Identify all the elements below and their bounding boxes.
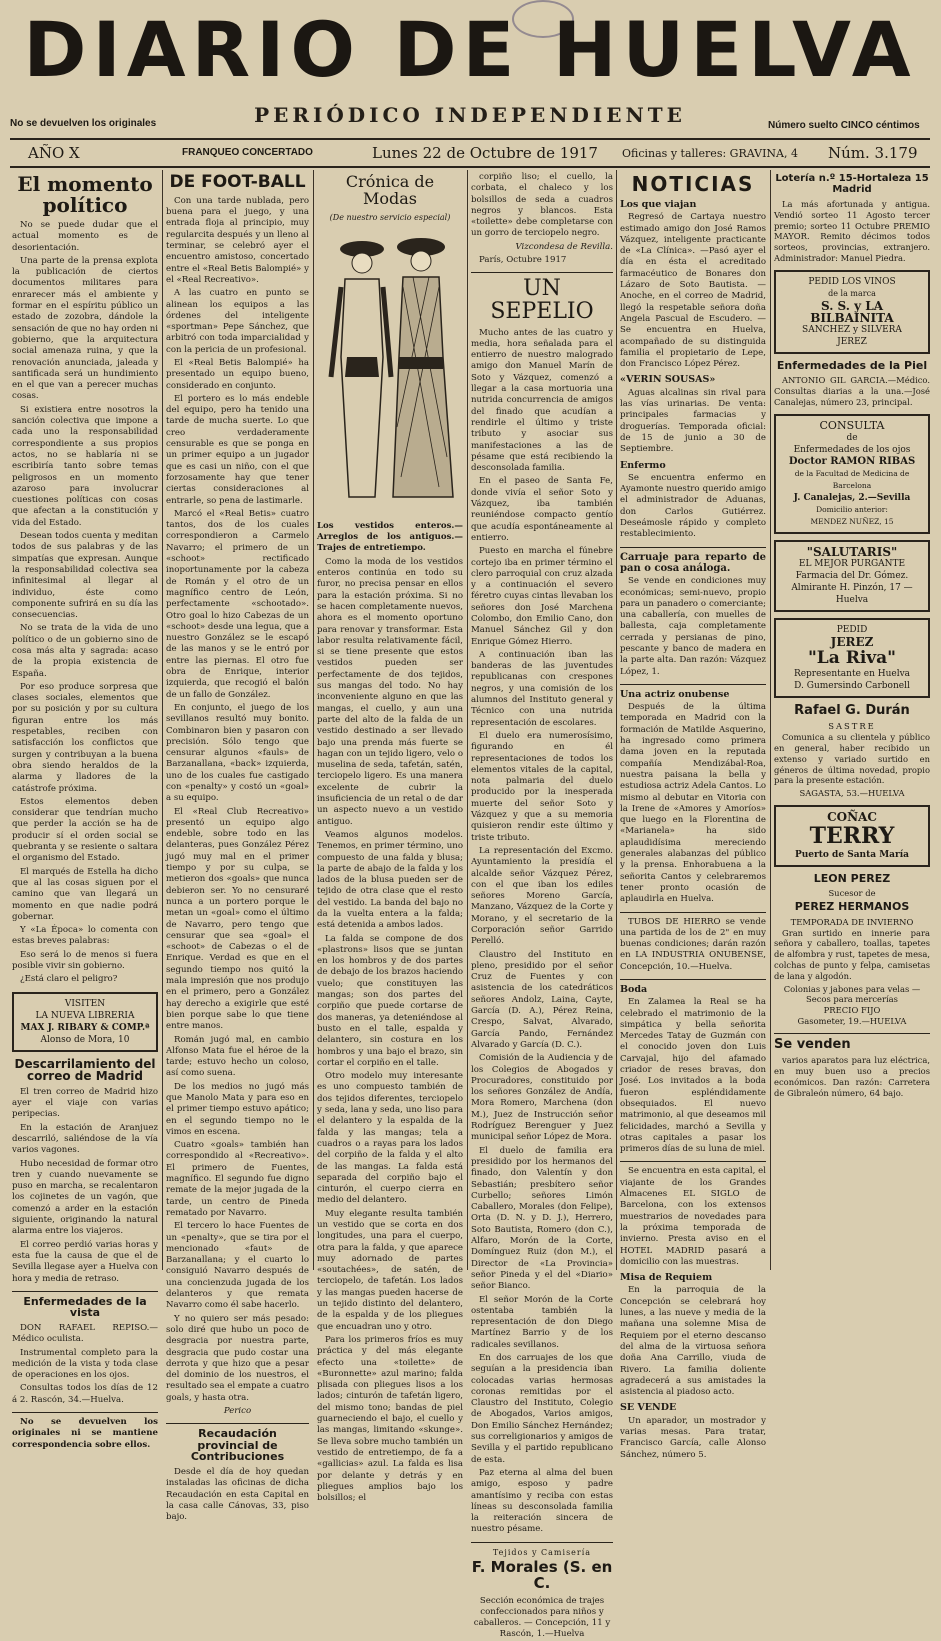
paragraph: Por eso produce sorpresa que clases sociales, elementos que por su posición y por su cultura figuran entre los más respetables, reciben con satisfacción los conflictos que surgen y contribuyan a la buena obra siendo heraldos de la alarma y lladores de la catástrofe próxima.	[12, 681, 158, 794]
ad-bookstore	[12, 992, 158, 1052]
paragraph: corpiño liso; el cuello, la corbata, el chaleco y los bolsillos de seda a cuadros negros y blancos. Esta «toilette» debe completarse con un gorro de terciopelo negro.	[471, 172, 613, 239]
paragraph: A las cuatro en punto se alinean los equipos a las órdenes del inteligente «sportman» Pepe Sánchez, que arbitró con toda imparcialidad y con la pericia de un profesional.	[166, 288, 309, 355]
originals-note: No se devuelven los originales	[10, 118, 157, 129]
paragraph: Claustro del Instituto en pleno, presidido por el señor Cruz de Fuentes y con asistencia de los catedráticos señores Andolz, Laina, Cayte, García (D. A.), Pérez Reina, Crespo, Salvat, Alvarado, García Pando, Fernández Alvarado y García (D. C.).	[471, 949, 613, 1050]
news-text: En la parroquia de la Concepción se celebrará hoy lunes, a las nueve y media de la mañana una solemne Misa de Requiem por el eterno descanso del alma de la virtuosa señora doña Ana Carrillo, viuda de Rivero. La familia doliente agradecerá a sus amistades la asistencia al piadoso acto.	[620, 1285, 766, 1398]
ad-la-riva	[774, 618, 930, 698]
fashion-byline: (De nuestro servicio especial)	[329, 212, 451, 222]
paragraph: Veamos algunos modelos. Tenemos, en primer término, uno compuesto de una falda y blusa; la parte de abajo de la falda y los lados de la blusa pueden ser de tejido de otra clase que el resto del vestido. La banda del bajo no da la vuelta entera a la falda; está detenida a ambos lados.	[317, 829, 463, 931]
top-rule	[10, 138, 930, 140]
paragraph: Como la moda de los vestidos enteros continúa en todo su furor, no precisa pensar en ellos para la estación próxima. Si no se hacen completamente nuevos, ahora es el momento oportuno para renovar y transformar. Esta labor resulta relativamente fácil, si se tiene presente que estos vestidos pueden ser perfectamente de dos tejidos, sus mangas del todo. No hay inconveniente alguno en que las mangas, el cuello, y aun una parte del alto de la falda de un vestido destinado a ser llevado bajo una prenda más fuerte se hagan con un tejido ligero, velo o muselina de seda, tafetán, satén, terciopelo ligero. Es una manera excelente de cubrir la insuficiencia de un retal o de dar un aspecto nuevo a un vestido antiguo.	[317, 556, 463, 827]
paragraph: Si existiera entre nosotros la sanción colectiva que impone a cada uno la responsabilidad correspondiente a sus propios actos, no se hablaría ni se escribiría tanto sobre temas peligrosos en un momento azaroso para involucrar cuestiones políticas con cosas que afectan a la constitución y vida del Estado.	[12, 404, 158, 528]
ad-line: PRECIO FIJO	[823, 1005, 881, 1016]
ad-text: La más afortunada y antigua. Vendió sorteo 11 Agosto tercer premio; sorteo 11 Octubre PREMIO MAYOR. Remito décimos todos sorteos, provincias, extranjero. Administrador: Manuel Piedra.	[774, 199, 930, 263]
ad-line: Farmacia del Dr. Gómez.	[795, 570, 909, 581]
ad-text: varios aparatos para luz eléctrica, en muy buen uso a precios económicos. Dan razón: Carretera de Gibraleón número, 64 bajo.	[774, 1055, 930, 1098]
ad-title-skin: Enfermedades de la Piel	[776, 358, 928, 372]
news-heading: Una actriz onubense	[620, 688, 730, 700]
column-football	[166, 172, 309, 1523]
issue-bar	[10, 142, 930, 164]
column-rule	[313, 170, 314, 1270]
news-text: Regresó de Cartaya nuestro estimado amigo don José Ramos Vázquez, inteligente practicante de «La Clínica». —Pasó ayer el día en ésta el acreditado farmacéutico de Bonares don Lázaro de Soto Bautista. —Anoche, en el correo de Madrid, llegó la respetable señora doña Angela Pascual de Escudero. —Se encuentra en Huelva, acompañado de su distinguida familia el propietario de Lepe, don Francisco López Pérez.	[620, 212, 766, 370]
ad-title-lottery: Lotería n.º 15-Hortaleza 15 Madrid	[775, 173, 929, 195]
bar-rule	[10, 166, 930, 168]
section-divider	[471, 272, 613, 273]
paragraph: Instrumental completo para la medición de la vista y toda clase de operaciones en los ojos.	[12, 1347, 158, 1381]
issue-date: Lunes 22 de Octubre de 1917	[372, 144, 598, 162]
newspaper-subtitle: PERIÓDICO INDEPENDIENTE	[254, 103, 686, 127]
section-divider	[620, 1161, 766, 1162]
ad-line: de la Facultad de Medicina de Barcelona	[794, 468, 910, 490]
paragraph: En dos carruajes de los que seguían a la presidencia iban colocadas varias hermosas coronas remitidas por el Claustro del Instituto, Colegio de Abogados, Varios amigos, Don Emilio Sánchez Hernández; sus correligionarios y amigos de Sevilla y el partido republicano de esta.	[471, 1352, 613, 1465]
two-dresses-illustration-icon	[317, 227, 463, 517]
paragraph: Estos elementos deben considerar que tendrían mucho que perder la acción se ha de producir sí el orden social se quebranta y se resiente o saltara el organismo del Estado.	[12, 796, 158, 864]
news-heading: Boda	[620, 984, 648, 995]
news-heading: Enfermo	[620, 459, 666, 471]
section-divider	[471, 1542, 613, 1543]
fashion-signature: Vizcondesa de Revilla.	[515, 241, 613, 252]
ad-salutaris	[774, 540, 930, 612]
newspaper-title: DIARIO DE HUELVA	[23, 5, 917, 94]
ad-line: Domicilio anterior:	[816, 504, 888, 514]
article-title-politics: El momento político	[17, 172, 153, 217]
ad-line: "SALUTARIS"	[806, 544, 898, 559]
paragraph: El «Real Club Recreativo» presentó un equipo algo endeble, sobre todo en las delanteras, pues González Pérez jugó muy mal en el primer tiempo y por su culpa, se metieron dos «goals» que nunca debieron ser. Yo no censuraré nunca a un portero porque le metan un «goal» como el último de Navarro, pero tengo que censurar que sea «goal» el «schoot» de Cabezas o el de Enrique. Verdad es que en el segundo tiempo nos quitó la mala impresión que nos produjo en el primero, pero a González hay derecho a exigirle que esté bien porque sabe lo que tiene entre manos.	[166, 806, 309, 1032]
paragraph: Muy elegante resulta también un vestido que se corta en dos longitudes, una para el cuerpo, otra para la falda, y que aparece muy adornado de partes «soutachées», de satén, de terciopelo, de tafetán. Los lados y las mangas pueden hacerse de un tejido distinto del delantero, de la espalda y de los pliegues que encuadran uno y otro.	[317, 1208, 463, 1332]
news-heading: «VERIN SOUSAS»	[620, 374, 716, 386]
paragraph: Paz eterna al alma del buen amigo, esposo y padre amantísimo y reciba con estas líneas su desconsolada familia la reiteración sincera de nuestro pésame.	[471, 1467, 613, 1535]
ad-title-duran: Rafael G. Durán	[794, 702, 910, 718]
news-text: Aguas alcalinas sin rival para las vías urinarias. De venta: principales farmacias y droguerías. Temporada oficial: de 15 de junio a 30 de Septiembre.	[620, 387, 766, 455]
paragraph: El correo perdió varias horas y esta fue la causa de que el de Sevilla llegase ayer a Huelva con hora y media de retraso.	[12, 1239, 158, 1284]
ad-line: Gasometer, 19.—HUELVA	[797, 1016, 907, 1026]
news-text: Se encuentra en esta capital, el viajante de los Grandes Almacenes EL SIGLO de Barcelona, con los extensos muestrarios de novedades para la próxima temporada de invierno. Presta aviso en el HOTEL MADRID pasará a domicilio con las muestras.	[620, 1166, 766, 1267]
paragraph: El duelo de familia era presidido por los hermanos del finado, don Valentín y don Sebastián; presbítero señor Curbello; señores Limón Caballero, Morales (don Felipe), Orta (D. N. y D. J.), Herrero, Soto Bautista, Romero (don C.), Alfaro, Morón de la Corte, Domínguez Ruiz (don M.), el Director de «La Provincia» señor Pineda y el del «Diario» señor Bianco.	[471, 1145, 613, 1292]
fashion-illustration	[317, 227, 463, 517]
ad-line: SASTRE	[828, 721, 876, 732]
ad-line: JEREZ	[830, 634, 874, 649]
paragraph: La representación del Excmo. Ayuntamiento la presidía el alcalde señor Vázquez Pérez, con el que iban los ediles señores Moreno García, Manzano, Vázquez de la Corte y Morano, y el secretario de la Corporación señor Garrido Perelló.	[471, 845, 613, 947]
paragraph: A continuación iban las banderas de las juventudes republicanas con crespones negros, y una comisión de los alumnos del Instituto general y Técnico con una nutrida representación de escolares.	[471, 649, 613, 728]
paragraph: ¿Está claro el peligro?	[20, 974, 118, 985]
column-rule	[162, 170, 163, 1270]
ad-line: COÑAC	[827, 809, 877, 824]
ad-line: MAX J. RIBARY & COMP.ª	[20, 1022, 150, 1033]
ad-kicker: Tejidos y Camisería	[492, 1547, 592, 1557]
ad-line: PEDID	[836, 624, 868, 635]
column-funeral	[471, 172, 613, 1640]
ad-line: SAGASTA, 53.—HUELVA	[799, 788, 905, 799]
news-text: En Zalamea la Real se ha celebrado el matrimonio de la simpática y bella señorita Mercedes Tatay de Guzmán con el conocido joven don Luis Carvajal, hijo del afamado criador de reses bravas, don José. Los invitados a la boda fueron espléndidamente obsequiados. El nuevo matrimonio, al que deseamos mil felicidades, marchó a Sevilla y otras capitales a pasar los primeros días de su luna de miel.	[620, 997, 766, 1155]
paragraph: En conjunto, el juego de los sevillanos resultó muy bonito. Combinaron bien y pasaron con precisión. Sólo tengo que censurar algunos «fauls» de Barzanallana, «back» izquierda, uno de los cuales fue castigado con «penalty» y costó un «goal» a su equipo.	[166, 702, 309, 804]
masthead	[10, 5, 930, 103]
ad-line: Sucesor de	[828, 888, 876, 899]
paragraph: Otro modelo muy interesante es uno compuesto también de dos tejidos diferentes, terciopelo y seda, lana y seda, uno liso para el delantero y la espalda de la falda y las mangas; tela a cuadros o a rayas para los lados del corpiño de la falda y el alto de las mangas. La falda está separada del corpiño bajo el cinturón, el cuerpo cierra en medio del delantero.	[317, 1071, 463, 1206]
paragraph: El señor Morón de la Corte ostentaba también la representación de don Diego Martínez Barrio y de los radicales sevillanos.	[471, 1294, 613, 1350]
news-heading: SE VENDE	[620, 1402, 677, 1414]
news-text: Un aparador, un mostrador y varias mesas. Para tratar, Francisco García, calle Alonso Sánchez, número 5.	[620, 1415, 766, 1460]
ad-eye-consult	[774, 414, 930, 534]
column-politics	[12, 172, 158, 1450]
news-heading: Los que viajan	[620, 199, 697, 210]
ad-line: EL MEJOR PURGANTE	[798, 558, 906, 569]
section-divider	[774, 1033, 930, 1034]
postage-note: FRANQUEO CONCERTADO	[182, 147, 313, 158]
section-divider	[620, 684, 766, 685]
paragraph: Eso será lo de menos si fuera posible vivir sin gobierno.	[12, 949, 158, 971]
paragraph: El duelo era numerosísimo, figurando en él representaciones de todos los elementos vitales de la capital, nota palmaria del duelo producido por la inesperada muerte del señor Soto y Vázquez y que a su memoria quisieron rendir este último y triste tributo.	[471, 730, 613, 843]
fashion-caption: Los vestidos enteros.—Arreglos de los antiguos.—Trajes de entretiempo.	[317, 520, 463, 554]
paragraph: Mucho antes de las cuatro y media, hora señalada para el entierro de nuestro malogrado amigo don Manuel Marín de Soto y Vázquez, comenzó a llegar a la casa mortuoria una nutrida concurrencia de amigos del finado que acudían a rendirle el último y triste tributo y asociar sus manifestaciones a las de pésame que está recibiendo la desconsolada familia.	[471, 327, 613, 474]
ad-line: LA NUEVA LIBRERIA	[35, 1010, 135, 1021]
paragraph: El «Real Betis Balompié» ha presentado un equipo bueno, considerado en conjunto.	[166, 358, 309, 391]
ad-line: VISITEN	[64, 998, 106, 1009]
section-divider	[620, 912, 766, 913]
article-title-football: DE FOOT-BALL	[169, 172, 306, 192]
article-title-fashion: Crónica de Modas	[345, 172, 435, 208]
ad-line: J. Canalejas, 2.—Sevilla	[793, 492, 911, 503]
ad-line: Doctor RAMON RIBAS	[788, 455, 916, 467]
paragraph: No se puede dudar que el actual momento es de desorientación.	[12, 220, 158, 253]
section-title-news: NOTICIAS	[631, 172, 755, 196]
paragraph: De los medios no jugó más que Manolo Mata y para eso en el primer tiempo estuvo apático; en el segundo tiempo no le vimos en escena.	[166, 1081, 309, 1137]
column-rule	[770, 170, 771, 1270]
ad-line: TERRY	[809, 822, 895, 849]
ad-line: CONSULTA	[819, 418, 885, 432]
paragraph: Con una tarde nublada, pero buena para el juego, y una entrada floja al principio, muy regularcita después y un lleno al terminar, se celebró ayer el encuentro amistoso, concertado entre el «Real Betis Balompié» y el «Real Recreativo».	[166, 195, 309, 285]
signature: Perico	[223, 1406, 252, 1417]
issue-year: AÑO X	[28, 144, 80, 162]
paragraph: Una parte de la prensa explota la publicación de ciertos documentos militares para enrarecer más el ambiente y formar en el espíritu público un estado de zozobra, dándole la sensación de que no hay orden ni gobierno, que la arquitectura social amenaza ruina, y que la renovación anunciada, jaleada y santificada será un hundimiento en el que van a perecer muchas cosas.	[12, 255, 158, 402]
paragraph: Hubo necesidad de formar otro tren y cuando nuevamente se puso en marcha, se recalentaron los cojinetes de un vagón, que comenzó a arder en la estación siguiente, originando la natural alarma entre los viajeros.	[12, 1158, 158, 1237]
article-title-tax-office: Recaudación provincial de Contribuciones	[190, 1427, 285, 1464]
paragraph: Román jugó mal, en cambio Alfonso Mata fue el héroe de la tarde; estuvo hecho un coloso, así como suena.	[166, 1034, 309, 1079]
ad-text: Gran surtido en innerie para señora y caballero, toallas, tapetes de alfombra y rust, tapetes de mesa, colchas de punto y felpa, camisetas de lana y algodón.	[774, 927, 930, 981]
ad-wines	[774, 270, 930, 354]
price-note: Número suelto CINCO céntimos	[768, 120, 920, 131]
paragraph: Para los primeros fríos es muy práctica y del más elegante efecto una «toilette» de «Buronnette» azul marino; falda plisada con pliegues lisos a los lados; cinturón de tafetán ligero, del mismo tono; bandas de piel guarneciendo el bajo, el cuello y las mangas, limitando «skunge». Se lleva sobre mucho también un vestido de entretiempo, de fa a «gallicias» azul. La falda es lisa por delante y detrás y en pliegues amplios bajo los bolsillos; el	[317, 1334, 463, 1504]
ad-line: PEREZ HERMANOS	[794, 900, 910, 914]
section-divider	[620, 547, 766, 548]
paragraph: Y no quiero ser más pesado: solo diré que hubo un poco de desgracia por nuestra parte, desgracia que pudo costar una derrota y que hizo que a pesar del dominio de los nuestros, el resultado sea el empate a cuatro goals, y hasta otra.	[166, 1313, 309, 1403]
paragraph: El marqués de Estella ha dicho que al las cosas siguen por el camino que van llegará un momento en que nadie podrá gobernar.	[12, 866, 158, 922]
ad-line: de la marca	[828, 288, 876, 298]
ad-title-leon-perez: LEON PEREZ	[813, 871, 891, 885]
article-title-funeral: UN SEPELIO	[490, 276, 594, 325]
ad-title-for-sale: Se venden	[774, 1036, 851, 1052]
paragraph: DON RAFAEL REPISO.—Médico oculista.	[12, 1322, 158, 1345]
ad-line: JEREZ	[837, 336, 867, 347]
paragraph: No se trata de la vida de uno político o de un gobierno sino de cosa más alta y sagrada: acaso de la propia existencia de España.	[12, 623, 158, 679]
section-divider	[12, 1412, 158, 1413]
ad-line: Representante en Huelva	[793, 668, 911, 679]
paragraph: El tercero lo hace Fuentes de un «penalty», que se tira por el mencionado «faut» de Barzanallana; y el cuarto lo consiguió Navarro después de una concienzuda jugada de los delanteros y que remata Navarro como él sabe hacerlo.	[166, 1221, 309, 1311]
ad-line: Enfermedades de los ojos	[793, 444, 911, 455]
paragraph: Desean todos cuenta y meditan todos de sus palabras y de las simpatías que expresan. Aunque la responsabilidad colectiva sea infinitesimal al llegar al individuo, éste como componente sufrirá en su día las consecuencias.	[12, 531, 158, 621]
ad-cognac-terry	[774, 805, 930, 867]
paragraph: En la estación de Aranjuez descarriló, saliéndose de la vía varios vagones.	[12, 1122, 158, 1156]
ad-line: PEDID LOS VINOS	[808, 276, 896, 287]
section-divider	[166, 1423, 309, 1424]
news-text: Después de la última temporada en Madrid con la formación de Matilde Asquerino, ha ingresado como primera dama joven en la reputada compañía Mendizábal-Roa, nuestra paisana la bella y estudiosa actriz Adela Cantos. Lo mismo al debutar en Vitoria con la Irene de «Amores y Amoríos» que luego en la Florentina de «Marianela» ha sido aplaudidísima mereciendo generales alabanzas del público y la prensa. Enhorabuena a la señorita Cantos y celebraremos tener pronto ocasión de aplaudirla en Huelva.	[620, 702, 766, 905]
paragraph: Desde el día de hoy quedan instaladas las oficinas de dicha Recaudación en esta Capital en la casa calle Cánovas, 33, piso bajo.	[166, 1466, 309, 1523]
paragraph: Comisión de la Audiencia y de los Colegios de Abogados y Procuradores, constituido por los señores González de Andía, Mora Romero, Marchena (don M.), Juez de Instrucción señor Rodríguez Berenguer y Juez municipal señor López de Mora.	[471, 1053, 613, 1143]
ad-line: de	[846, 432, 858, 443]
paragraph: Marcó el «Real Betis» cuatro tantos, dos de los cuales correspondieron a Carmelo Navarro; el primero de un «schoot» rectificado inoportunamente por la cabeza de Román y el otro de un magnífico centro de León, perfectamente «schootado». Otro goal lo hizo Cabezas de un «schoot» desde una legua, que a nuestro González se le escapó de las manos y se le entró por entre las piernas. El otro fue obra de Enrique, interior izquierda, que recogió el balón de un fallo de González.	[166, 508, 309, 700]
ad-line: D. Gumersindo Carbonell	[794, 680, 910, 691]
paragraph: Consultas todos los días de 12 á 2. Rascón, 34.—Huelva.	[12, 1383, 158, 1405]
ad-line: Alonso de Mora, 10	[40, 1034, 130, 1045]
paragraph: Y «La Época» lo comenta con estas breves palabras:	[12, 925, 158, 947]
ad-text: ANTONIO GIL GARCIA.—Médico. Consultas diarias a la una.—José Canalejas, número 23, principal.	[774, 375, 930, 407]
column-rule	[467, 170, 468, 1270]
news-text: TUBOS DE HIERRO se vende una partida de los de 2" en muy buenas condiciones; darán razón en LA INDUSTRIA ONUBENSE, Concepción, 10.—Huelva.	[620, 916, 766, 972]
ad-text: Sección económica de trajes confeccionados para niños y caballeros. — Concepción, 11 y Rascón, 1.—Huelva	[473, 1595, 611, 1640]
ad-line: TEMPORADA DE INVIERNO	[790, 916, 914, 927]
ad-title-eye-diseases: Enfermedades de la vista	[23, 1294, 147, 1320]
ad-line: S. S. y LA BILBAINITA	[810, 298, 894, 325]
paragraph: En el paseo de Santa Fe, donde vivía el señor Soto y Vázquez, iba también reuniéndose compacto gentío que acudía espontáneamente al entierro.	[471, 476, 613, 543]
paragraph: La falda se compone de dos «plastrons» lisos que se juntan en los hombros y de dos partes de debajo de los brazos haciendo vuelo; que constituyen las mangas; son dos partes del corpiño que puede cortarse de dos maneras, ya deteniéndose al busto en el talle, espalda y delantero, sin costura en los hombros y una bajo el brazo, sin cortar el corpiño en el talle.	[317, 933, 463, 1068]
news-heading: Misa de Requiem	[620, 1272, 713, 1284]
ad-line: Almirante H. Pinzón, 17 — Huelva	[791, 582, 913, 605]
ad-line: Puerto de Santa María	[794, 849, 909, 860]
column-news	[620, 172, 766, 1460]
news-text: Se encuentra enfermo en Ayamonte nuestro querido amigo el administrador de Aduanas, don Carlos Gutiérrez. Deseámosle rápido y completo restablecimiento.	[620, 472, 766, 540]
section-divider	[620, 979, 766, 980]
column-ads	[774, 172, 930, 1272]
column-rule	[616, 170, 617, 1270]
offices-address: Oficinas y talleres: GRAVINA, 4	[622, 147, 798, 160]
fashion-dateline: París, Octubre 1917	[479, 255, 567, 266]
footer-note: No se devuelven los originales ni se mantiene correspondencia sobre ellos.	[12, 1417, 158, 1450]
ad-line: SANCHEZ y SILVERA	[802, 324, 902, 335]
paragraph: Puesto en marcha el fúnebre cortejo iba en primer término el clero parroquial con cruz alzada y a continuación el severo féretro cuyas cintas llevaban los señores don José Marchena Colombo, don Emilio Cano, don Manuel Sánchez Gil y don Enrique Gómez Hierro.	[471, 546, 613, 647]
issue-number: Núm. 3.179	[828, 144, 918, 162]
ad-title-morales: F. Morales (S. en C.	[471, 1558, 613, 1592]
paragraph: Cuatro «goals» también han correspondido al «Recreativo». El primero de Fuentes, magnífico. El segundo fue digno remate de la mejor jugada de la tarde, un centro de Pineda rematado por Navarro.	[166, 1140, 309, 1218]
ad-line: "La Riva"	[807, 647, 897, 668]
news-heading: Carruaje para reparto de pan o cosa análoga.	[620, 551, 766, 574]
ad-line: Colonias y jabones para velas — Secos para mercerías	[783, 983, 921, 1005]
ad-text: Comunica a su clientela y público en general, haber recibido un extenso y variado surtido en géneros de última novedad, propio para la presente estación.	[774, 732, 930, 786]
section-divider	[12, 1291, 158, 1292]
paragraph: El portero es lo más endeble del equipo, pero ha tenido una tarde de mucha suerte. Lo que creo verdaderamente censurable es que se ponga en un primer equipo a un jugador que es casi un niño, con el que forzosamente hay que tener ciertas consideraciones al entrarle, so pena de lastimarle.	[166, 393, 309, 506]
news-text: Se vende en condiciones muy económicas; semi-nuevo, propio para un panadero o comerciante; una caballería, con muelles de ballesta, caja completamente cerrada y persianas de pino, pescante y banco de madera en la parte alta. Dan razón: Vázquez López, 1.	[620, 576, 766, 677]
column-fashion	[317, 172, 463, 1504]
ad-line: MENDEZ NUÑEZ, 15	[810, 516, 894, 526]
paragraph: El tren correo de Madrid hizo ayer el viaje con varias peripecias.	[12, 1086, 158, 1120]
article-title-derailment: Descarrilamiento del correo de Madrid	[14, 1056, 156, 1084]
